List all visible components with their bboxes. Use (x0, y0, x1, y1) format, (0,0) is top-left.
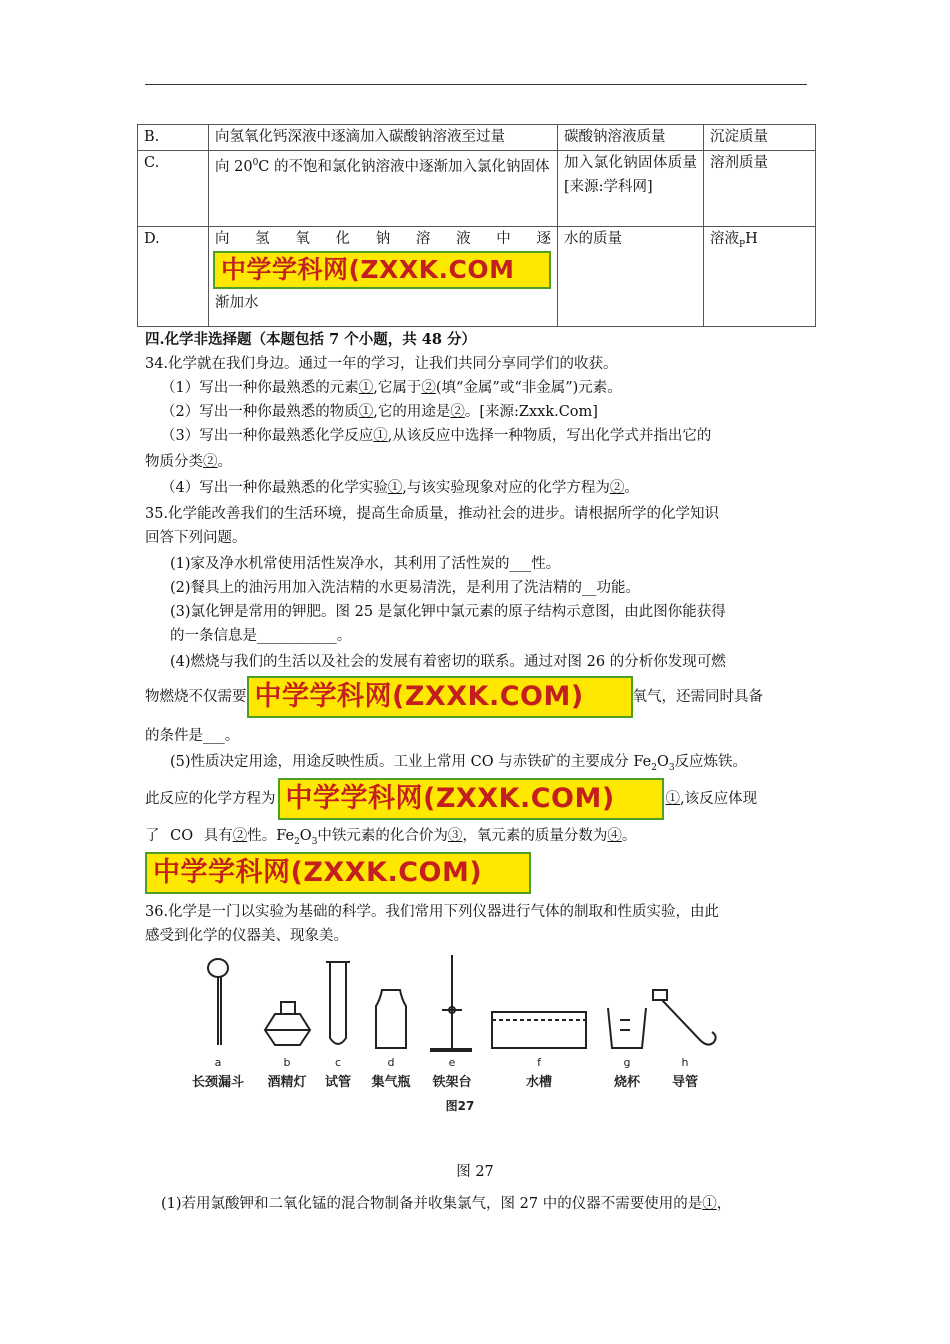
text-span: （2）写出一种你最熟悉的物质 (161, 404, 359, 420)
text-span: 2 (294, 836, 300, 847)
blank: ③ (447, 828, 463, 844)
text-span: ,与该实验现象对应的化学方程为 (402, 480, 610, 496)
q35-part3-cont: 的一条信息是___________。 (170, 628, 352, 644)
text-span: （3）写出一种你最熟悉化学反应 (161, 428, 374, 444)
row-label: B. (138, 125, 209, 151)
text-span: 反应炼铁。 (674, 754, 748, 770)
text-span: 物质分类 (145, 454, 203, 470)
section-heading: 四.化学非选择题（本题包括 7 个小题，共 48 分） (145, 331, 477, 348)
gas-jar-icon (376, 990, 406, 1048)
blank: ① (387, 480, 403, 496)
y-sub: P (739, 239, 746, 250)
y-text: 溶液 (710, 231, 739, 247)
text-span: ,它属于 (373, 380, 422, 396)
text-span: 3 (668, 762, 675, 773)
blank: ① (358, 404, 374, 420)
text-span: 了 CO 具有 (145, 828, 233, 844)
text-span: O (299, 828, 312, 844)
watermark-banner: 中学学科网(ZXXK.COM) (278, 778, 664, 820)
op-text: 渐加水 (215, 295, 259, 311)
operation-cell: 向氢氧化钙深液中逐滴加入碳酸钠溶液至过量 (209, 125, 558, 151)
q35-part5-cont2 (145, 826, 810, 852)
q35-stem-cont: 回答下列问题。 (145, 530, 247, 546)
blank: ② (609, 480, 625, 496)
y-axis-cell: 沉淀质量 (704, 125, 816, 151)
text-span: 3 (311, 836, 318, 847)
inst-name: 铁架台 (432, 1075, 472, 1090)
q34-part2 (161, 402, 826, 422)
inst-name: 烧杯 (613, 1075, 641, 1090)
y-axis-cell: 溶剂质量 (704, 151, 816, 227)
q34-part3-cont (145, 452, 810, 472)
blank: ④ (607, 828, 622, 844)
inst-letter: e (448, 1056, 456, 1069)
inst-name: 长颈漏斗 (191, 1075, 245, 1090)
inst-letter: h (681, 1056, 689, 1069)
q34-part3 (161, 426, 826, 446)
q35-part1: (1)家及净水机常使用活性炭净水，其利用了活性炭的___性。 (170, 556, 561, 572)
instrument-figure (180, 950, 760, 1125)
table-row (138, 125, 816, 151)
text-span: 物燃烧不仅需要 (145, 689, 247, 705)
x-axis-cell (558, 151, 704, 227)
figure-caption: 图 27 (456, 1164, 494, 1180)
x-axis-cell: 碳酸钠溶液质量 (558, 125, 704, 151)
inst-name: 导管 (671, 1075, 699, 1090)
q35-part4: (4)燃烧与我们的生活以及社会的发展有着密切的联系。通过对图 26 的分析你发现可燃 (170, 654, 726, 670)
inst-letter: c (334, 1056, 342, 1069)
op-text: 向 氢 氧 化 钠 溶 液 中 逐 (215, 231, 551, 247)
test-tube-icon (330, 962, 346, 1044)
text-span: 氧气，还需同时具备 (632, 689, 763, 705)
q35-part5 (170, 752, 835, 778)
inst-letter: a (214, 1056, 222, 1069)
water-trough-icon (492, 1012, 586, 1048)
text-span: ，氧元素的质量分数为 (462, 828, 608, 844)
blank: ① (358, 380, 374, 396)
q36-stem: 36.化学是一门以实验为基础的科学。我们常用下列仪器进行气体的制取和性质实验，由此 (145, 904, 720, 920)
q35-part4-cont (145, 676, 810, 718)
text-span: （1）写出一种你最熟悉的元素 (161, 380, 359, 396)
text-span: ， (716, 1196, 732, 1212)
inst-name: 酒精灯 (267, 1075, 307, 1090)
inst-name: 试管 (324, 1075, 352, 1090)
table-row (138, 227, 816, 327)
q35-watermark-line (145, 852, 810, 894)
text-span: 中铁元素的化合价为 (317, 828, 448, 844)
delivery-tube-icon (653, 990, 716, 1045)
watermark-banner: 中学学科网(ZXXK.COM) (145, 852, 531, 894)
inst-name: 集气瓶 (371, 1075, 411, 1090)
header-rule (145, 84, 807, 85)
y-axis-cell (704, 227, 816, 327)
text-span: 。 (624, 480, 639, 496)
x-text: 加入氯化钠固体质量[来源:学科网] (564, 155, 697, 195)
text-span: O (656, 754, 669, 770)
operation-cell (209, 227, 558, 327)
beaker-icon (608, 1008, 646, 1048)
table-row (138, 151, 816, 227)
inst-letter: f (537, 1056, 541, 1069)
blank: ② (232, 828, 248, 844)
y-text: H (745, 231, 758, 247)
text-span: (5)性质决定用途，用途反映性质。工业上常用 CO 与赤铁矿的主要成分 Fe (170, 754, 652, 770)
text-span: ,它的用途是 (373, 404, 451, 420)
text-span: 性。Fe (247, 828, 295, 844)
q34-stem: 34.化学就在我们身边。通过一年的学习，让我们共同分享同学们的收获。 (145, 356, 618, 372)
op-text: C 的不饱和氯化钠溶液中逐渐加入氯化钠固体 (258, 158, 550, 175)
figure-inner-label: 图27 (445, 1099, 475, 1113)
blank: ① (665, 791, 680, 807)
x-axis-cell: 水的质量 (558, 227, 704, 327)
watermark-banner: 中学学科网(ZXXK.COM (213, 251, 551, 289)
funnel-icon (208, 959, 228, 977)
text-span: (填“金属”或“非金属”)元素。 (435, 380, 622, 396)
inst-letter: g (623, 1056, 631, 1069)
blank: ① (702, 1196, 717, 1212)
operation-cell (209, 151, 558, 227)
q35-part3: (3)氯化钾是常用的钾肥。图 25 是氯化钾中氯元素的原子结构示意图，由此图你能获得 (170, 604, 726, 620)
text-span: 此反应的化学方程为 (145, 791, 276, 807)
text-span: 。 (621, 828, 637, 844)
inst-letter: d (387, 1056, 395, 1069)
row-label: D. (138, 227, 209, 327)
blank: ② (203, 454, 218, 470)
row-label: C. (138, 151, 209, 227)
q34-part4 (161, 478, 826, 498)
iron-stand-icon (430, 955, 472, 1050)
q34-part1 (161, 378, 826, 398)
q36-stem-cont: 感受到化学的仪器美、现象美。 (145, 928, 348, 944)
options-table (137, 124, 816, 327)
watermark-banner: 中学学科网(ZXXK.COM) (247, 676, 633, 718)
text-span: （4）写出一种你最熟悉的化学实验 (161, 480, 388, 496)
q35-part5-cont (145, 778, 810, 820)
q35-stem: 35.化学能改善我们的生活环境，提高生命质量，推动社会的进步。请根据所学的化学知识 (145, 506, 720, 522)
q35-part4-end: 的条件是___。 (145, 728, 240, 744)
text-span: ,从该反应中选择一种物质，写出化学式并指出它的 (387, 428, 712, 444)
text-span: ,该反应体现 (680, 791, 758, 807)
text-span: 。 (217, 454, 232, 470)
q36-part1 (161, 1194, 826, 1214)
text-span: (1)若用氯酸钾和二氧化锰的混合物制备并收集氯气，图 27 中的仪器不需要使用的是 (161, 1196, 703, 1212)
alcohol-lamp-icon (265, 1002, 310, 1045)
op-text: 向 20 (215, 158, 253, 175)
blank: ① (373, 428, 388, 444)
blank: ② (450, 404, 465, 420)
degree-sup: 0 (252, 158, 259, 168)
inst-letter: b (283, 1056, 291, 1069)
text-span: 。[来源:Zxxk.Com] (464, 404, 598, 420)
blank: ② (421, 380, 436, 396)
text-span: 2 (651, 762, 657, 773)
q35-part2: (2)餐具上的油污用加入洗洁精的水更易清洗，是利用了洗洁精的__功能。 (170, 580, 641, 596)
inst-name: 水槽 (525, 1075, 553, 1090)
